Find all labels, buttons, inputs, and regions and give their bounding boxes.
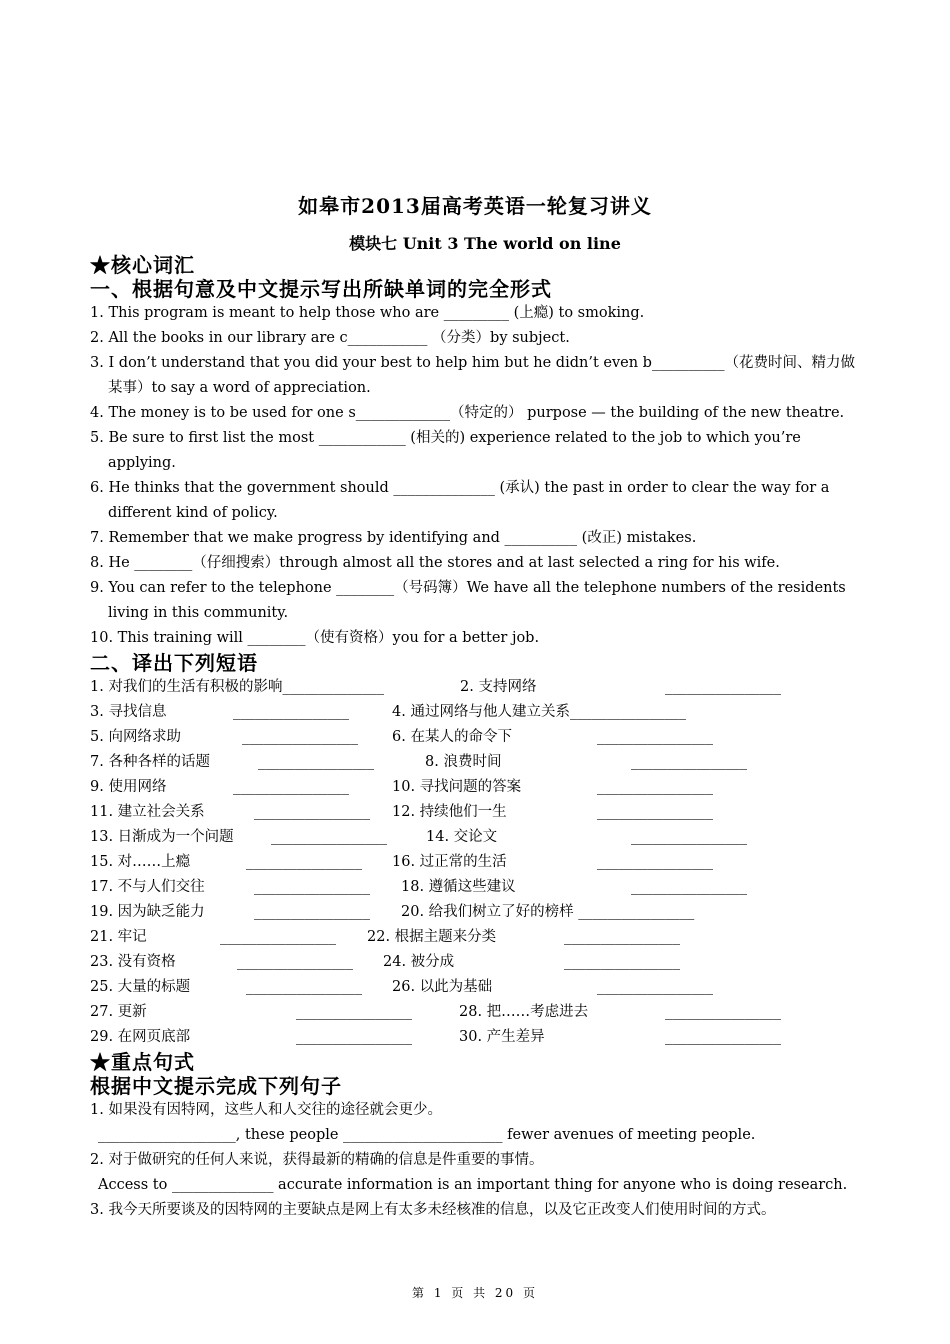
phrase-item: 29. 在网页底部 (90, 1029, 191, 1045)
document-body (90, 253, 865, 1223)
phrase-item: 15. 对……上瘾 (90, 854, 191, 870)
answer-blank: ________________ (665, 679, 781, 695)
sentence-prompt: 2. 对于做研究的任何人来说，获得最新的精确的信息是件重要的事情。 (90, 1152, 544, 1168)
document-title: 如皋市2013届高考英语一轮复习讲义 (298, 194, 652, 218)
phrase-item: 8. 浪费时间 (425, 754, 502, 770)
answer-blank: ________________ (597, 979, 713, 995)
phrase-item: 25. 大量的标题 (90, 979, 191, 995)
phrase-item: 27. 更新 (90, 1004, 147, 1020)
answer-blank: ________________ (296, 1029, 412, 1045)
phrase-row (90, 825, 865, 850)
exercise-item: 7. Remember that we make progress by identifying and __________ (改正) mistakes. (90, 530, 697, 546)
answer-blank: ________________ (631, 754, 747, 770)
phrase-item: 21. 牢记 (90, 929, 147, 945)
phrase-item: 14. 交论文 (426, 829, 498, 845)
phrase-row (90, 925, 865, 950)
phrase-item: 20. 给我们树立了好的榜样 ________________ (401, 904, 695, 920)
answer-blank: ________________ (220, 929, 336, 945)
answer-blank: ________________ (564, 929, 680, 945)
answer-blank: ________________ (246, 979, 362, 995)
exercise-item: 5. Be sure to first list the most ____________ (相关的) experience related to the job to which you’re applying. (90, 430, 801, 471)
phrase-item: 10. 寻找问题的答案 (392, 779, 522, 795)
phrase-row (90, 725, 865, 750)
section-heading-core-vocab: ★核心词汇 (90, 253, 195, 277)
exercise-item: 8. He ________（仔细搜索）through almost all the stores and at last selected a ring for his wife. (90, 555, 780, 571)
sentence-answer-line: ___________________, these people ______________________ fewer avenues of meeting people. (98, 1127, 756, 1143)
answer-blank: ________________ (254, 904, 370, 920)
phrase-row (90, 850, 865, 875)
part1-heading: 一、根据句意及中文提示写出所缺单词的完全形式 (90, 277, 552, 301)
answer-blank: ________________ (233, 779, 349, 795)
exercise-item: 3. I don’t understand that you did your best to help him but he didn’t even b__________（花费时间、精力做某事）to say a word of appreciation. (90, 355, 855, 396)
phrase-item: 1. 对我们的生活有积极的影响______________ (90, 679, 384, 695)
phrase-item: 26. 以此为基础 (392, 979, 493, 995)
phrase-row (90, 875, 865, 900)
section-heading-key-sentences: ★重点句式 (90, 1050, 195, 1074)
sentence-prompt: 3. 我今天所要谈及的因特网的主要缺点是网上有太多未经核准的信息，以及它正改变人们使用时间的方式。 (90, 1202, 776, 1218)
phrase-item: 9. 使用网络 (90, 779, 167, 795)
phrase-row (90, 800, 865, 825)
sentence-answer-line: Access to ______________ accurate information is an important thing for anyone who is doing research. (98, 1177, 848, 1193)
exercise-item: 10. This training will ________（使有资格）you for a better job. (90, 630, 540, 646)
answer-blank: ________________ (665, 1029, 781, 1045)
phrase-item: 13. 日渐成为一个问题 (90, 829, 234, 845)
answer-blank: ________________ (254, 879, 370, 895)
answer-blank: ________________ (597, 779, 713, 795)
phrase-row (90, 775, 865, 800)
phrase-item: 19. 因为缺乏能力 (90, 904, 205, 920)
exercise-item: 1. This program is meant to help those who are _________ (上瘾) to smoking. (90, 305, 645, 321)
phrase-item: 7. 各种各样的话题 (90, 754, 210, 770)
page-footer: 第 1 页 共 20 页 (412, 1286, 538, 1300)
phrase-row (90, 1025, 865, 1050)
answer-blank: ________________ (242, 729, 358, 745)
sentence-prompt: 1. 如果没有因特网，这些人和人交往的途径就会更少。 (90, 1102, 442, 1118)
phrase-item: 28. 把……考虑进去 (459, 1004, 589, 1020)
answer-blank: ________________ (271, 829, 387, 845)
phrase-item: 16. 过正常的生活 (392, 854, 507, 870)
phrase-item: 6. 在某人的命令下 (392, 729, 512, 745)
phrase-row (90, 950, 865, 975)
document-subtitle: 模块七 Unit 3 The world on line (349, 234, 621, 253)
phrase-row (90, 750, 865, 775)
phrase-item: 18. 遵循这些建议 (401, 879, 516, 895)
exercise-item: 6. He thinks that the government should ______________ (承认) the past in order to clear the way for a different kind of policy. (90, 480, 830, 521)
answer-blank: ________________ (296, 1004, 412, 1020)
answer-blank: ________________ (597, 729, 713, 745)
exercise-item: 9. You can refer to the telephone ________（号码簿）We have all the telephone numbers of the residents living in this community. (90, 580, 846, 621)
answer-blank: ________________ (631, 829, 747, 845)
answer-blank: ________________ (564, 954, 680, 970)
answer-blank: ________________ (258, 754, 374, 770)
phrase-item: 2. 支持网络 (460, 679, 537, 695)
phrase-item: 3. 寻找信息 (90, 704, 167, 720)
phrase-item: 24. 被分成 (383, 954, 455, 970)
phrase-row (90, 900, 865, 925)
part3-heading: 根据中文提示完成下列句子 (90, 1074, 342, 1098)
answer-blank: ________________ (246, 854, 362, 870)
phrase-item: 30. 产生差异 (459, 1029, 545, 1045)
phrase-row (90, 975, 865, 1000)
phrase-item: 11. 建立社会关系 (90, 804, 205, 820)
phrase-item: 4. 通过网络与他人建立关系________________ (392, 704, 686, 720)
phrase-item: 5. 向网络求助 (90, 729, 181, 745)
exercise-item: 4. The money is to be used for one s_____________（特定的） purpose — the building of the new theatre. (90, 405, 845, 421)
answer-blank: ________________ (597, 854, 713, 870)
phrase-item: 23. 没有资格 (90, 954, 176, 970)
phrase-row (90, 1000, 865, 1025)
phrase-item: 17. 不与人们交往 (90, 879, 205, 895)
answer-blank: ________________ (631, 879, 747, 895)
part2-heading: 二、译出下列短语 (90, 651, 258, 675)
phrase-item: 22. 根据主题来分类 (367, 929, 497, 945)
phrase-row (90, 700, 865, 725)
answer-blank: ________________ (254, 804, 370, 820)
answer-blank: ________________ (233, 704, 349, 720)
phrase-item: 12. 持续他们一生 (392, 804, 507, 820)
answer-blank: ________________ (237, 954, 353, 970)
answer-blank: ________________ (597, 804, 713, 820)
phrase-row (90, 675, 865, 700)
exercise-item: 2. All the books in our library are c___________ （分类）by subject. (90, 330, 570, 346)
answer-blank: ________________ (665, 1004, 781, 1020)
